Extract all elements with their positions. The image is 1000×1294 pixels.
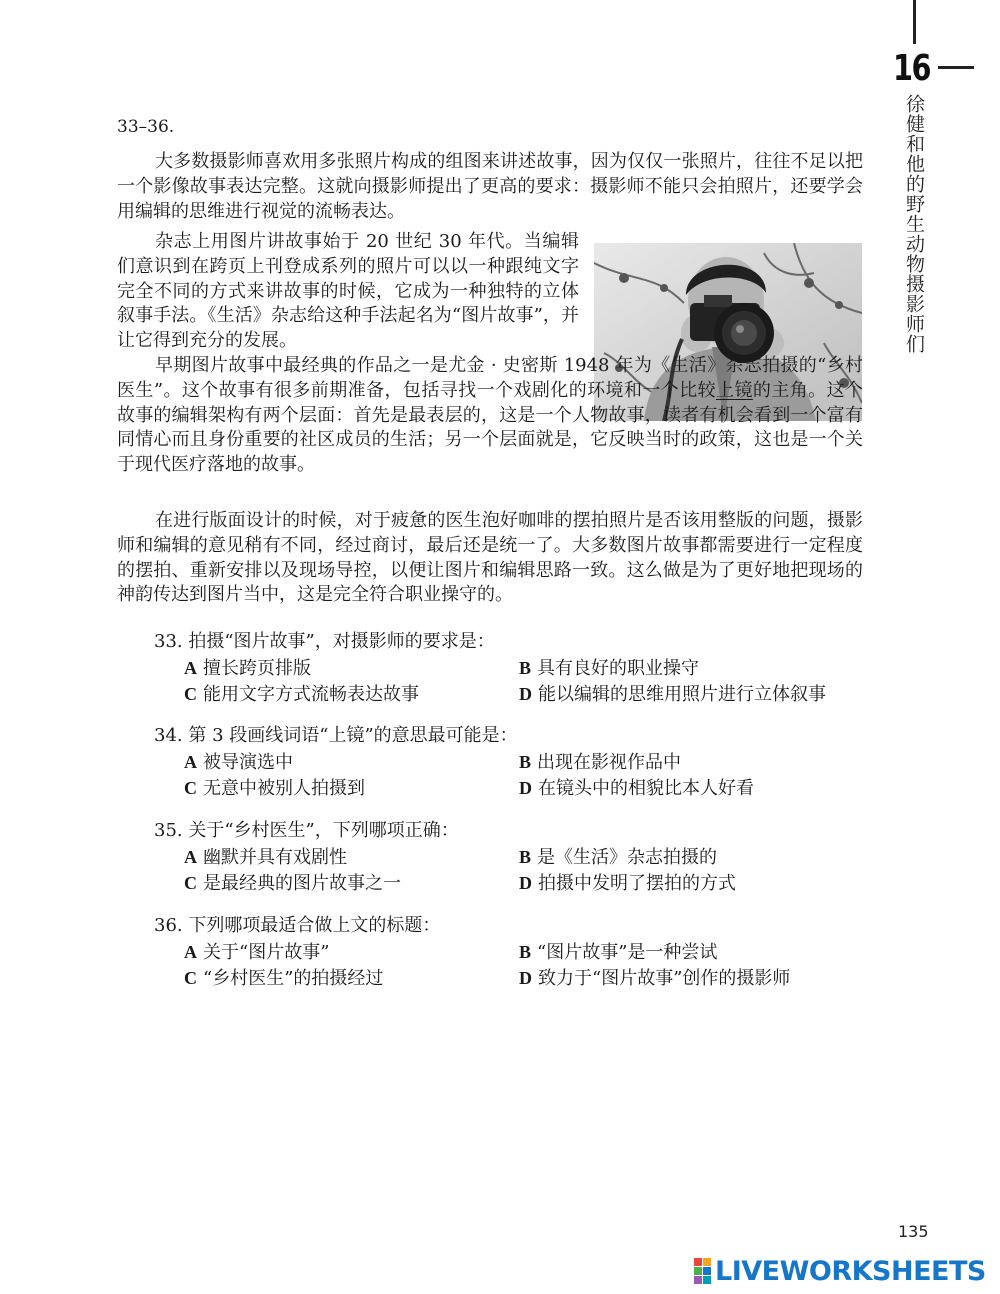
chapter-dash (938, 66, 974, 69)
paragraph-1: 大多数摄影师喜欢用多张照片构成的组图来讲述故事，因为仅仅一张照片，往往不足以把一个影像故事表达完整。这就向摄影师提出了更高的要求：摄影师不能只会拍照片，还要学会用编辑的思维进行视觉的流畅表达。 (117, 151, 863, 222)
option-c[interactable]: C 是最经典的图片故事之一 (184, 873, 401, 894)
option-d[interactable]: D 致力于“图片故事”创作的摄影师 (519, 968, 791, 989)
option-d[interactable]: D 拍摄中发明了摆拍的方式 (519, 873, 736, 894)
option-a[interactable]: A 被导演选中 (184, 752, 293, 773)
option-row (154, 870, 874, 896)
option-c[interactable]: C 能用文字方式流畅表达故事 (184, 684, 419, 705)
option-row (154, 681, 874, 707)
brand-name: LIVEWORKSHEETS (715, 1255, 986, 1287)
chapter-title: 徐健和他的野生动物摄影师们 (903, 94, 925, 354)
option-a[interactable]: A 擅长跨页排版 (184, 658, 311, 679)
option-b[interactable]: B 出现在影视作品中 (519, 752, 682, 773)
option-d[interactable]: D 在镜头中的相貌比本人好看 (519, 778, 754, 799)
option-row (154, 965, 874, 991)
option-b[interactable]: B 具有良好的职业操守 (519, 658, 700, 679)
question-34 (154, 723, 874, 801)
question-stem: 36. 下列哪项最适合做上文的标题： (154, 915, 441, 936)
page-number: 135 (898, 1222, 929, 1241)
logo-blocks-icon (694, 1258, 711, 1284)
option-a[interactable]: A 幽默并具有戏剧性 (184, 847, 347, 868)
option-c[interactable]: C 无意中被别人拍摄到 (184, 778, 365, 799)
question-33 (154, 629, 874, 707)
option-a[interactable]: A 关于“图片故事” (184, 942, 330, 963)
option-row (154, 655, 874, 681)
chapter-number: 16 (893, 48, 930, 89)
option-b[interactable]: B 是《生活》杂志拍摄的 (519, 847, 718, 868)
question-stem: 33. 拍摄“图片故事”，对摄影师的要求是： (154, 631, 495, 652)
question-36 (154, 913, 874, 991)
option-row (154, 844, 874, 870)
question-range: 33–36. (117, 117, 175, 137)
question-stem: 34. 第 3 段画线词语“上镜”的意思最可能是： (154, 725, 518, 746)
paragraph-3-text-b: 的主角。这个故事的编辑架构有两个层面：首先是最表层的，这是一个人物故事，读者有机会看到一个富有同情心而且身份重要的社区成员的生活；另一个层面就是，它反映当时的政策，这也是一个关于现代医疗落地的故事。 (117, 379, 864, 476)
option-row (154, 749, 874, 775)
option-row (154, 775, 874, 801)
question-35 (154, 818, 874, 896)
option-d[interactable]: D 能以编辑的思维用照片进行立体叙事 (519, 684, 826, 705)
liveworksheets-logo[interactable] (694, 1256, 986, 1286)
paragraph-3 (117, 354, 863, 478)
option-c[interactable]: C “乡村医生”的拍摄经过 (184, 968, 384, 989)
paragraph-3-text-a: 早期图片故事中最经典的作品之一是尤金 · 史密斯 1948 年为《生活》杂志拍摄的“乡村医生”。这个故事有很多前期准备，包括寻找一个戏剧化的环境和一个比较 (117, 355, 863, 401)
paragraph-4: 在进行版面设计的时候，对于疲惫的医生泡好咖啡的摆拍照片是否该用整版的问题，摄影师和编辑的意见稍有不同，经过商讨，最后还是统一了。大多数图片故事都需要进行一定程度的摆拍、重新安排以及现场导控，以便让图片和编辑思路一致。这么做是为了更好地把现场的神韵传达到图片当中，这是完全符合职业操守的。 (117, 510, 863, 606)
option-b[interactable]: B “图片故事”是一种尝试 (519, 942, 718, 963)
chapter-tab-line (913, 0, 916, 44)
question-stem: 35. 关于“乡村医生”，下列哪项正确： (154, 820, 459, 841)
option-row (154, 939, 874, 965)
underlined-word: 上镜 (716, 379, 753, 401)
paragraph-2: 杂志上用图片讲故事始于 20 世纪 30 年代。当编辑们意识到在跨页上刊登成系列的照片可以以一种跟纯文字完全不同的方式来讲故事的时候，它成为一种独特的立体叙事手法。《生活》杂志给这种手法起名为“图片故事”，并让它得到充分的发展。 (117, 231, 579, 352)
